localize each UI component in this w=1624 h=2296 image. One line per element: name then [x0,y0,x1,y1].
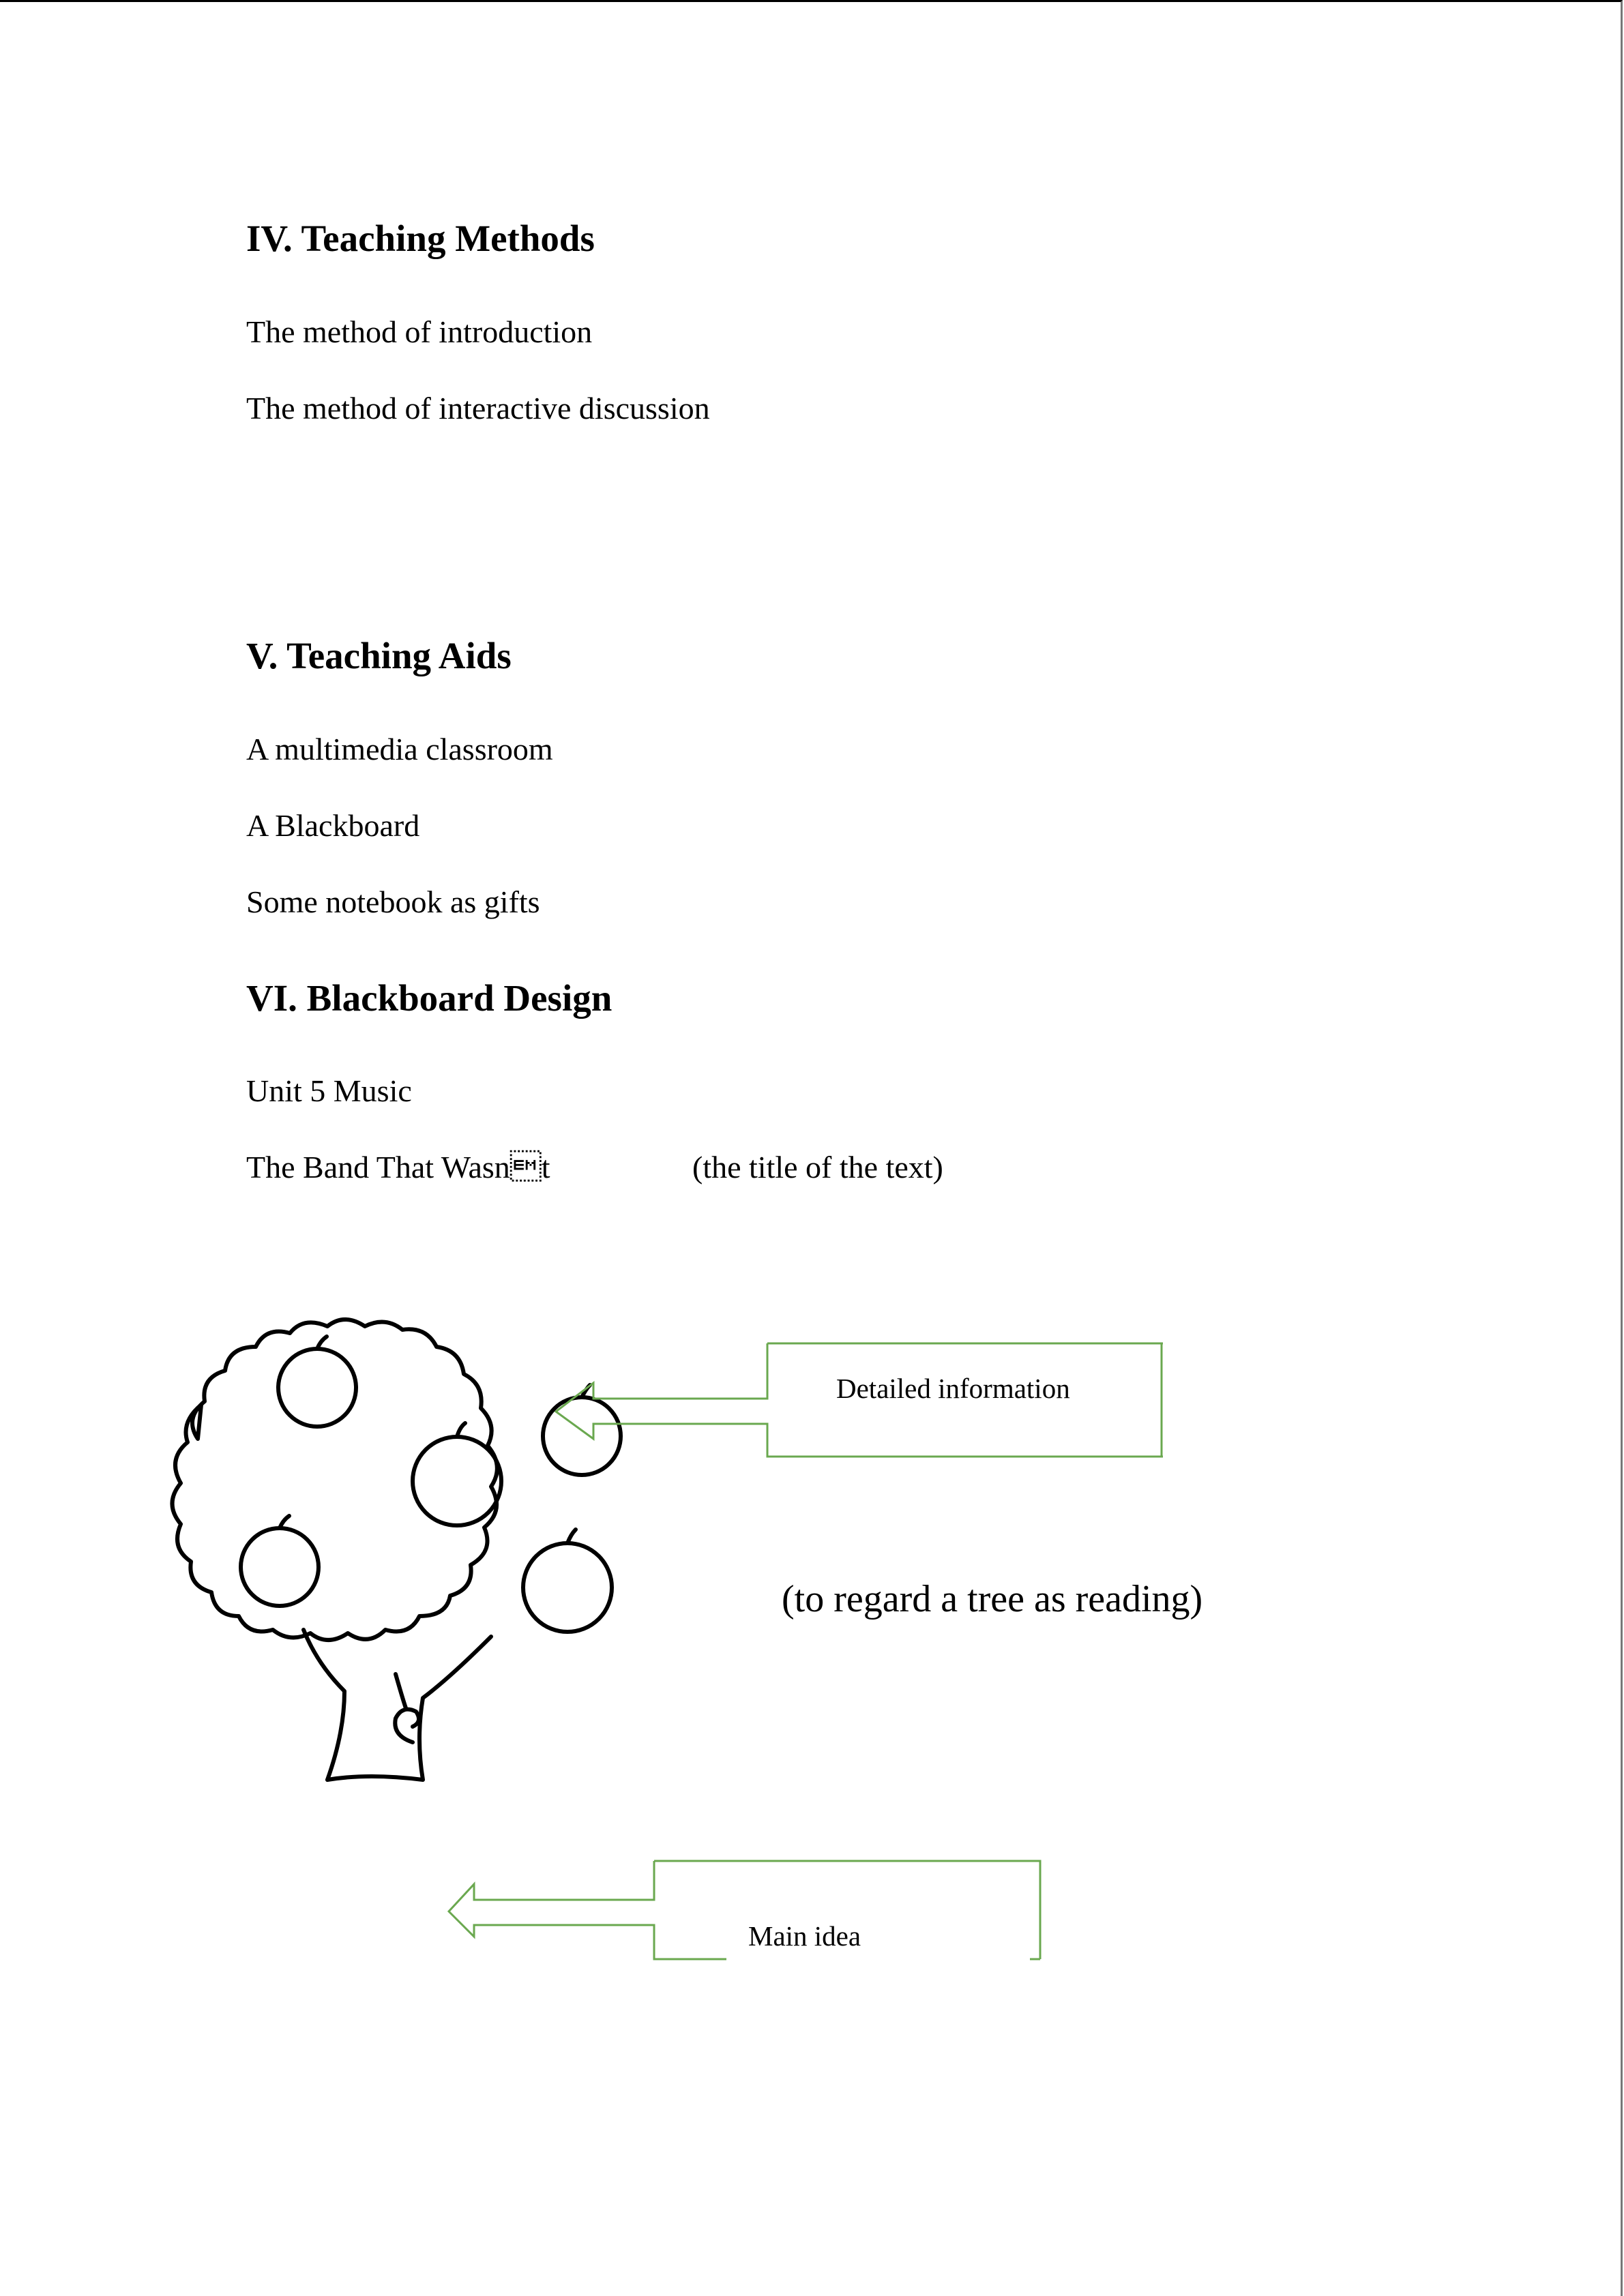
aid-item: A Blackboard [246,808,420,843]
unit-title: Unit 5 Music [246,1073,412,1108]
aid-item: Some notebook as gifts [246,884,540,919]
main-idea-label: Main idea [748,1920,861,1952]
tree-note: (to regard a tree as reading) [782,1578,1203,1620]
heading-teaching-methods: IV. Teaching Methods [246,218,595,259]
aid-item: A multimedia classroom [246,732,553,766]
apple-tree-illustration [109,1234,723,1848]
method-item: The method of introduction [246,314,593,349]
main-idea-arrow [443,1858,1057,1974]
heading-teaching-aids: V. Teaching Aids [246,635,512,676]
detailed-information-arrow [549,1337,1163,1473]
heading-blackboard-design: VI. Blackboard Design [246,977,612,1019]
method-item: The method of interactive discussion [246,391,710,426]
text-title: The Band That Wasnt [246,1150,550,1184]
detailed-information-label: Detailed information [836,1373,1070,1404]
text-title-note: (the title of the text) [692,1150,943,1184]
